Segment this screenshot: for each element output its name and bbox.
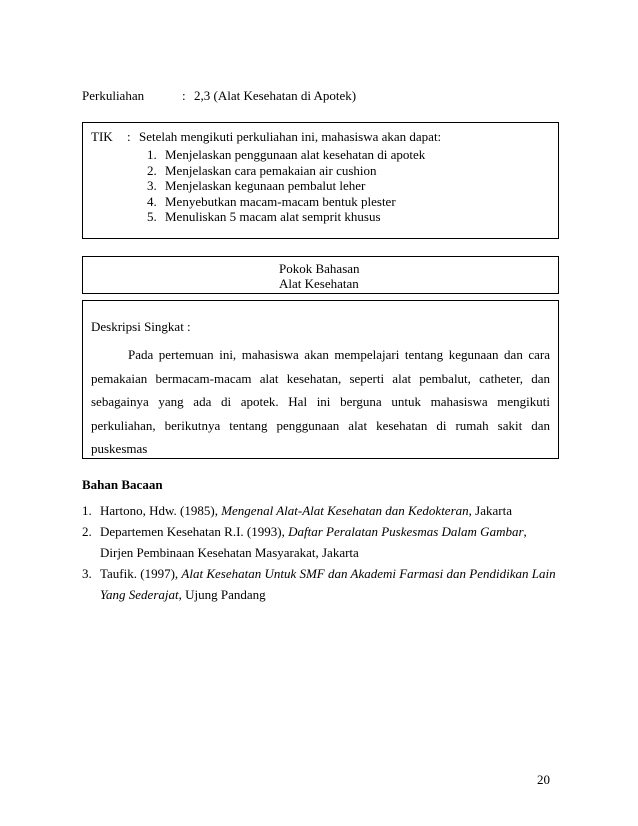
list-item xyxy=(147,209,550,225)
pokok-bahasan-subject: Alat Kesehatan xyxy=(279,276,359,291)
list-item-number: 2. xyxy=(147,162,157,178)
reference-author: Taufik. (1997), xyxy=(100,566,182,581)
list-item xyxy=(147,178,550,194)
list-item-text: Menyebutkan macam-macam bentuk plester xyxy=(165,193,396,209)
reference-list xyxy=(82,500,559,605)
deskripsi-heading: Deskripsi Singkat : xyxy=(91,319,191,334)
tik-box xyxy=(82,122,559,239)
reference-item xyxy=(82,500,559,521)
tik-label: TIK xyxy=(91,129,113,144)
reference-title: Mengenal Alat-Alat Kesehatan dan Kedokteran xyxy=(221,503,469,518)
reference-number: 2. xyxy=(82,524,92,539)
reference-publisher: , Dirjen Pembinaan Kesehatan Masyarakat, Jakarta xyxy=(100,524,527,560)
pokok-bahasan-box xyxy=(82,256,559,294)
reference-title: Daftar Peralatan Puskesmas Dalam Gambar xyxy=(288,524,524,539)
bahan-bacaan-section xyxy=(82,476,559,605)
list-item-text: Menjelaskan kegunaan pembalut leher xyxy=(165,178,366,193)
perkuliahan-value: 2,3 (Alat Kesehatan di Apotek) xyxy=(194,88,357,103)
reference-item xyxy=(82,563,559,605)
reference-author: Hartono, Hdw. (1985), xyxy=(100,503,222,518)
reference-number: 1. xyxy=(82,503,92,518)
reference-publisher: , Jakarta xyxy=(468,503,512,518)
list-item-number: 3. xyxy=(147,178,157,193)
deskripsi-body: Pada pertemuan ini, mahasiswa akan mempelajari tentang kegunaan dan cara pemakaian bermacam-macam alat kesehatan, seperti alat pembalut, catheter, dan sebagainya yang ada di apotek. Hal ini berguna untuk mahasiswa mengikuti perkuliahan, berikutnya tentang penggunaan alat kesehatan di rumah sakit dan puskesmas xyxy=(91,347,550,456)
page-number: 20 xyxy=(537,772,550,787)
deskripsi-box xyxy=(82,300,559,459)
tik-separator: : xyxy=(127,129,131,144)
list-item-number: 5. xyxy=(147,209,157,224)
pokok-bahasan-title: Pokok Bahasan xyxy=(279,261,360,276)
reference-publisher: , Ujung Pandang xyxy=(178,587,266,602)
perkuliahan-label: Perkuliahan xyxy=(82,88,145,103)
reference-item xyxy=(82,521,559,563)
reference-number: 3. xyxy=(82,566,92,581)
list-item xyxy=(147,162,550,179)
list-item-text: Menjelaskan cara pemakaian air cushion xyxy=(165,162,377,178)
tik-intro: Setelah mengikuti perkuliahan ini, mahasiswa akan dapat: xyxy=(139,129,442,144)
list-item-number: 4. xyxy=(147,193,157,209)
list-item-number: 1. xyxy=(147,147,157,162)
list-item-text: Menjelaskan penggunaan alat kesehatan di apotek xyxy=(165,147,426,162)
list-item xyxy=(147,147,550,163)
tik-objectives-list xyxy=(147,147,550,225)
list-item xyxy=(147,193,550,210)
list-item-text: Menuliskan 5 macam alat semprit khusus xyxy=(165,209,381,224)
reference-title: Alat Kesehatan Untuk SMF dan Akademi Farmasi dan Pendidikan Lain Yang Sederajat xyxy=(100,566,556,602)
perkuliahan-line xyxy=(82,88,356,104)
perkuliahan-separator: : xyxy=(182,88,186,103)
bahan-bacaan-heading: Bahan Bacaan xyxy=(82,477,163,492)
reference-author: Departemen Kesehatan R.I. (1993), xyxy=(100,524,289,539)
